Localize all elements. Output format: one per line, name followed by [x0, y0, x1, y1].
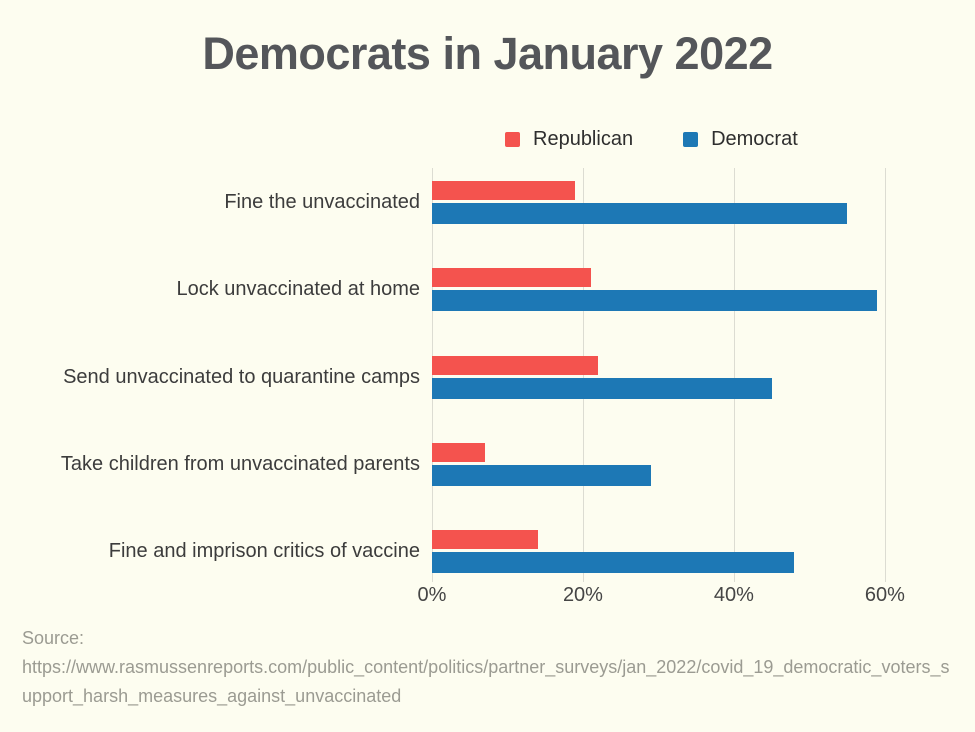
democrat-bar	[432, 290, 877, 311]
democrat-bar	[432, 203, 847, 224]
democrat-bar	[432, 378, 772, 399]
x-axis	[417, 584, 940, 610]
bar-group	[0, 333, 940, 420]
democrat-bar	[432, 465, 651, 486]
democrat-bar	[432, 552, 794, 573]
category-label: Take children from unvaccinated parents	[60, 452, 420, 475]
republican-bar	[432, 356, 598, 375]
legend-item-republican	[505, 128, 633, 151]
chart-title: Democrats in January 2022	[202, 28, 773, 79]
category-label: Fine the unvaccinated	[224, 191, 420, 214]
bar-rows	[0, 159, 940, 595]
x-tick-label: 60%	[864, 584, 905, 606]
x-tick-label: 20%	[562, 584, 603, 606]
bar-group	[0, 508, 940, 595]
x-tick-label: 0%	[417, 584, 447, 606]
democrat-swatch-icon	[683, 132, 698, 147]
bar-group	[0, 159, 940, 246]
republican-bar	[432, 530, 538, 549]
category-label: Send unvaccinated to quarantine camps	[63, 365, 420, 388]
legend-item-democrat	[683, 128, 798, 151]
republican-swatch-icon	[505, 132, 520, 147]
legend-label-republican: Republican	[533, 128, 634, 150]
legend	[505, 128, 798, 151]
bar-group	[0, 421, 940, 508]
x-tick-label: 40%	[713, 584, 754, 606]
category-label: Lock unvaccinated at home	[176, 278, 420, 301]
republican-bar	[432, 181, 575, 200]
republican-bar	[432, 443, 485, 462]
legend-label-democrat: Democrat	[711, 128, 798, 150]
category-label: Fine and imprison critics of vaccine	[108, 539, 420, 562]
source-note	[22, 624, 954, 711]
bar-group	[0, 246, 940, 333]
source-label: Source:	[22, 628, 85, 648]
republican-bar	[432, 268, 591, 287]
source-url: https://www.rasmussenreports.com/public_content/politics/partner_surveys/jan_2022/covid_19_democratic_voters_support_harsh_measures_against_unvaccinated	[22, 657, 950, 706]
